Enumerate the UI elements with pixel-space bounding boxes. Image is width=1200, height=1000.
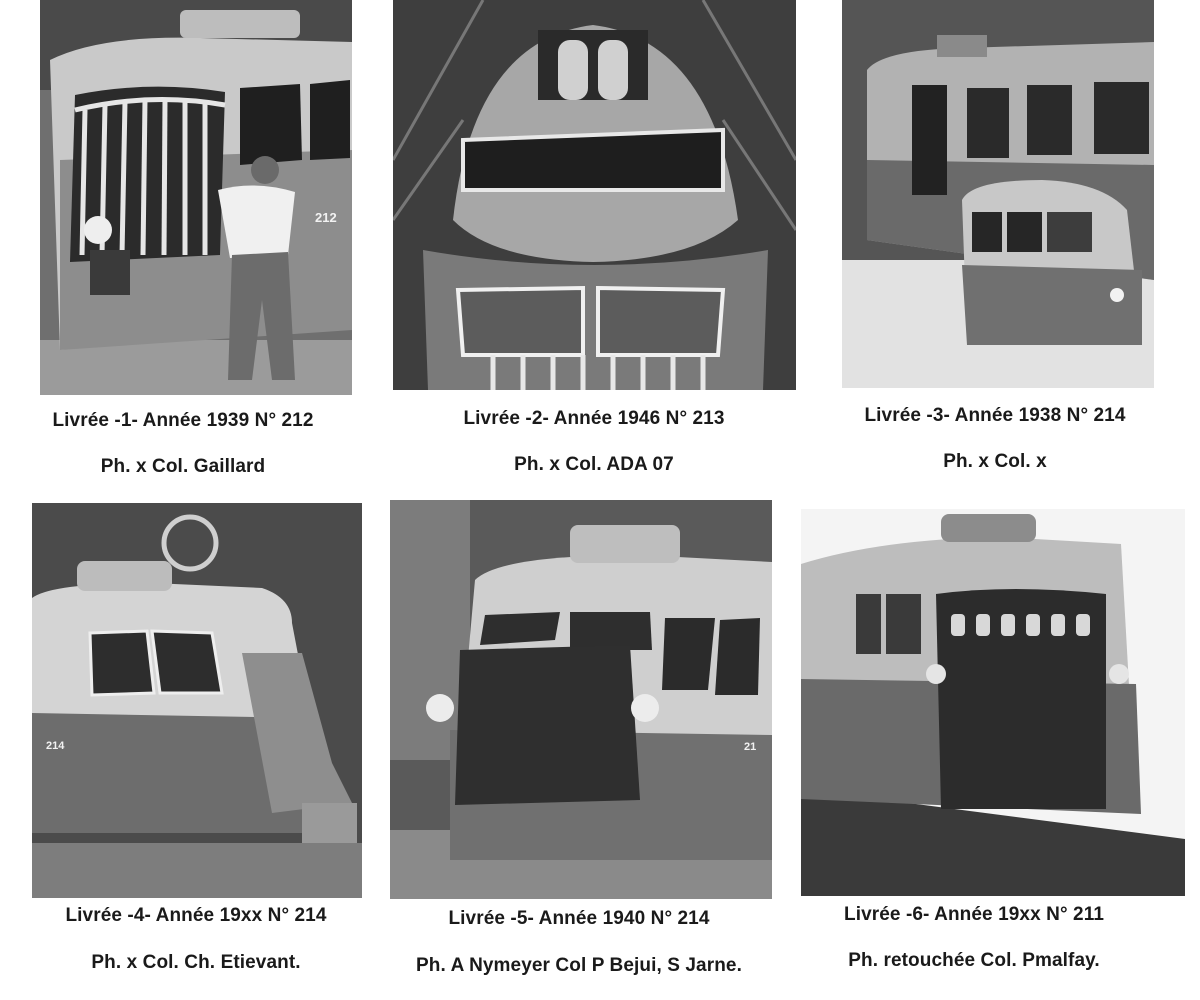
credit-livree-1: Ph. x Col. Gaillard bbox=[100, 456, 266, 477]
railcar-roof-image bbox=[393, 0, 796, 390]
credit-livree-6: Ph. retouchée Col. Pmalfay. bbox=[848, 950, 1100, 971]
number-plate-212: 212 bbox=[315, 210, 337, 225]
photo-railcar-212 bbox=[40, 0, 352, 395]
photo-railcar-214-a bbox=[842, 0, 1154, 388]
caption-livree-6: Livrée -6- Année 19xx N° 211 bbox=[844, 904, 1104, 925]
caption-livree-1: Livrée -1- Année 1939 N° 212 bbox=[52, 410, 314, 431]
photo-railcar-214-c bbox=[390, 500, 772, 899]
credit-livree-3: Ph. x Col. x bbox=[943, 451, 1047, 472]
credit-livree-2: Ph. x Col. ADA 07 bbox=[514, 454, 674, 475]
railcar-front-image bbox=[40, 0, 352, 395]
railcar-side-image bbox=[842, 0, 1154, 388]
photo-railcar-211 bbox=[801, 509, 1185, 896]
railcar-damaged-image bbox=[32, 503, 362, 898]
railcar-covered-front-image bbox=[390, 500, 772, 899]
credit-livree-4: Ph. x Col. Ch. Etievant. bbox=[91, 952, 301, 973]
caption-livree-4: Livrée -4- Année 19xx N° 214 bbox=[65, 905, 327, 926]
photo-railcar-214-b bbox=[32, 503, 362, 898]
photo-railcar-213 bbox=[393, 0, 796, 390]
caption-livree-5: Livrée -5- Année 1940 N° 214 bbox=[448, 908, 710, 929]
credit-livree-5: Ph. A Nymeyer Col P Bejui, S Jarne. bbox=[416, 955, 742, 976]
number-plate-21: 21 bbox=[744, 741, 757, 753]
caption-livree-2: Livrée -2- Année 1946 N° 213 bbox=[463, 408, 725, 429]
railcar-retouched-image bbox=[801, 509, 1185, 896]
caption-livree-3: Livrée -3- Année 1938 N° 214 bbox=[864, 405, 1126, 426]
number-plate-214: 214 bbox=[46, 740, 65, 752]
